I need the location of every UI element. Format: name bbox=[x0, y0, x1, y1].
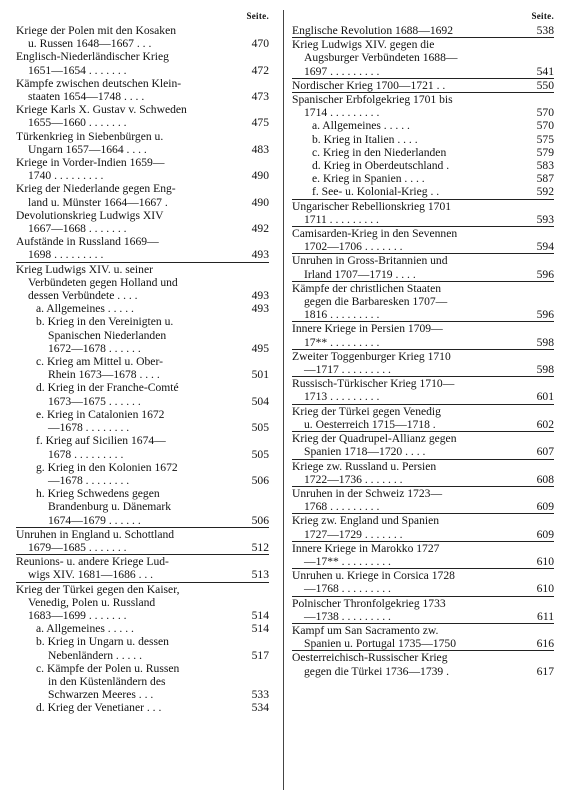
entry-line: 1679—1685 . . . . . . . bbox=[28, 540, 127, 554]
entry-line: Unruhen u. Kriege in Corsica 1728 bbox=[292, 569, 455, 583]
column-divider bbox=[283, 10, 284, 790]
entry-line: gegen die Türkei 1736—1739 . bbox=[304, 664, 450, 678]
index-entry bbox=[16, 487, 269, 527]
entry-line: Augsburger Verbündeten 1688— bbox=[304, 51, 458, 65]
entry-line: Spanien 1718—1720 . . . . bbox=[304, 445, 426, 459]
index-entry bbox=[292, 37, 554, 78]
entry-line: Kriege zw. Russland u. Persien bbox=[292, 459, 437, 473]
entry-line: Brandenburg u. Dänemark bbox=[48, 500, 172, 514]
entry-line: d. Krieg in Oberdeutschland . bbox=[312, 159, 450, 173]
index-entry bbox=[16, 622, 269, 635]
entry-line: Schwarzen Meeres . . . bbox=[48, 688, 154, 702]
entry-line: Krieg der Niederlande gegen Eng- bbox=[16, 182, 176, 196]
index-entry bbox=[292, 133, 554, 146]
index-entry bbox=[292, 459, 554, 486]
entry-line: u. Oesterreich 1715—1718 . bbox=[304, 417, 436, 431]
entry-page-number: 517 bbox=[251, 648, 269, 662]
entry-page-number: 598 bbox=[536, 363, 554, 377]
index-entry bbox=[16, 235, 269, 261]
entry-line: c. Kämpfe der Polen u. Russen bbox=[36, 661, 180, 675]
index-entry bbox=[292, 281, 554, 322]
entry-page-number: 470 bbox=[251, 37, 269, 51]
entry-line: e. Krieg in Spanien . . . . bbox=[312, 172, 425, 186]
entry-line: Türkenkrieg in Siebenbürgen u. bbox=[16, 129, 164, 143]
entry-page-number: 593 bbox=[536, 212, 554, 226]
entry-page-number: 493 bbox=[251, 302, 269, 316]
entry-line: gegen die Barbaresken 1707— bbox=[304, 295, 448, 309]
index-entry bbox=[292, 159, 554, 172]
entry-page-number: 596 bbox=[536, 308, 554, 322]
index-entry bbox=[292, 623, 554, 650]
entry-page-number: 493 bbox=[251, 289, 269, 303]
entry-line: 1714 . . . . . . . . . bbox=[304, 106, 380, 120]
entry-line: 1651—1654 . . . . . . . bbox=[28, 63, 127, 77]
entry-page-number: 609 bbox=[536, 500, 554, 514]
index-entry bbox=[16, 130, 269, 156]
entry-page-number: 473 bbox=[251, 90, 269, 104]
entry-line: Kriege in Vorder-Indien 1659— bbox=[16, 156, 165, 170]
entry-line: e. Krieg in Catalonien 1672 bbox=[36, 407, 165, 421]
entry-line: 1702—1706 . . . . . . . bbox=[304, 240, 403, 254]
entry-line: d. Krieg in der Franche-Comté bbox=[36, 381, 179, 395]
entry-line: 1697 . . . . . . . . . bbox=[304, 64, 380, 78]
entry-page-number: 601 bbox=[536, 390, 554, 404]
entry-page-number: 617 bbox=[536, 664, 554, 678]
entry-line: Kampf um San Sacramento zw. bbox=[292, 623, 439, 637]
entry-line: 1673—1675 . . . . . . bbox=[48, 394, 141, 408]
entry-line: Reunions- u. andere Kriege Lud- bbox=[16, 555, 169, 569]
index-entry bbox=[16, 103, 269, 129]
index-entry bbox=[16, 77, 269, 103]
entry-line: Kämpfe zwischen deutschen Klein- bbox=[16, 76, 182, 90]
entry-line: f. Krieg auf Sicilien 1674— bbox=[36, 434, 166, 448]
entry-page-number: 512 bbox=[251, 540, 269, 554]
entry-line: 1711 . . . . . . . . . bbox=[304, 212, 379, 226]
seite-header-right: Seite. bbox=[531, 11, 554, 21]
entry-line: Unruhen in England u. Schottland bbox=[16, 527, 175, 541]
entry-line: 1816 . . . . . . . . . bbox=[304, 308, 380, 322]
entry-page-number: 505 bbox=[251, 421, 269, 435]
index-entry bbox=[16, 662, 269, 702]
entry-page-number: 602 bbox=[536, 417, 554, 431]
index-entry bbox=[292, 172, 554, 185]
entry-line: Krieg der Türkei gegen den Kaiser, bbox=[16, 582, 180, 596]
entry-line: —1678 . . . . . . . . bbox=[48, 473, 130, 487]
entry-line: Nordischer Krieg 1700—1721 . . bbox=[292, 78, 446, 92]
entry-line: Irland 1707—1719 . . . . bbox=[304, 267, 416, 281]
index-entry bbox=[16, 408, 269, 434]
entry-line: h. Krieg Schwedens gegen bbox=[36, 487, 160, 501]
entry-page-number: 611 bbox=[537, 609, 554, 623]
entry-line: Aufstände in Russland 1669— bbox=[16, 235, 159, 249]
entry-line: Kriege Karls X. Gustav v. Schweden bbox=[16, 103, 187, 117]
entry-line: —1738 . . . . . . . . . bbox=[304, 609, 391, 623]
entry-line: land u. Münster 1664—1667 . bbox=[28, 195, 168, 209]
entry-page-number: 541 bbox=[536, 64, 554, 78]
index-entry bbox=[16, 582, 269, 623]
entry-line: u. Russen 1648—1667 . . . bbox=[28, 37, 152, 51]
entry-line: —1717 . . . . . . . . . bbox=[304, 363, 391, 377]
index-entry bbox=[16, 24, 269, 50]
entry-line: wigs XIV. 1681—1686 . . . bbox=[28, 568, 154, 582]
entry-line: 1740 . . . . . . . . . bbox=[28, 169, 104, 183]
entry-page-number: 490 bbox=[251, 195, 269, 209]
index-entry bbox=[292, 596, 554, 623]
index-entry bbox=[292, 486, 554, 513]
index-entry bbox=[292, 650, 554, 677]
entry-line: Nebenländern . . . . . bbox=[48, 648, 143, 662]
entry-line: 1713 . . . . . . . . . bbox=[304, 390, 380, 404]
entry-page-number: 610 bbox=[536, 554, 554, 568]
entry-page-number: 475 bbox=[251, 116, 269, 130]
entry-line: Kämpfe der christlichen Staaten bbox=[292, 281, 442, 295]
entry-line: b. Krieg in den Vereinigten u. bbox=[36, 315, 174, 329]
index-entry bbox=[292, 199, 554, 226]
entry-page-number: 534 bbox=[251, 701, 269, 715]
entry-page-number: 533 bbox=[251, 688, 269, 702]
index-entry bbox=[292, 185, 554, 198]
entry-line: 1768 . . . . . . . . . bbox=[304, 500, 380, 514]
index-entry bbox=[16, 527, 269, 554]
entry-page-number: 575 bbox=[536, 132, 554, 146]
entry-page-number: 495 bbox=[251, 341, 269, 355]
entry-page-number: 504 bbox=[251, 394, 269, 408]
entry-line: a. Allgemeines . . . . . bbox=[312, 119, 410, 133]
entry-line: Englische Revolution 1688—1692 bbox=[292, 24, 454, 37]
index-entry bbox=[16, 182, 269, 208]
seite-header-left: Seite. bbox=[246, 11, 269, 21]
entry-line: Unruhen in Gross-Britannien und bbox=[292, 254, 448, 268]
entry-page-number: 587 bbox=[536, 172, 554, 186]
entry-page-number: 492 bbox=[251, 222, 269, 236]
index-entry bbox=[16, 302, 269, 315]
index-entry bbox=[16, 635, 269, 661]
entry-line: Polnischer Thronfolgekrieg 1733 bbox=[292, 596, 446, 610]
index-entry bbox=[16, 355, 269, 381]
entry-line: 1722—1736 . . . . . . . bbox=[304, 472, 403, 486]
index-entry bbox=[16, 461, 269, 487]
index-entry bbox=[292, 541, 554, 568]
index-entry bbox=[16, 701, 269, 714]
index-entry bbox=[292, 253, 554, 280]
entry-line: Englisch-Niederländischer Krieg bbox=[16, 50, 169, 64]
entry-page-number: 513 bbox=[251, 568, 269, 582]
entry-line: Krieg zw. England und Spanien bbox=[292, 514, 440, 528]
entry-line: Camisarden-Krieg in den Sevennen bbox=[292, 227, 458, 241]
left-column bbox=[16, 8, 269, 715]
entry-line: 1698 . . . . . . . . . bbox=[28, 248, 104, 262]
index-entry bbox=[292, 24, 554, 37]
entry-line: Krieg der Türkei gegen Venedig bbox=[292, 404, 441, 418]
entry-page-number: 583 bbox=[536, 159, 554, 173]
entry-line: Venedig, Polen u. Russland bbox=[28, 595, 156, 609]
entry-page-number: 616 bbox=[536, 637, 554, 651]
entry-page-number: 506 bbox=[251, 513, 269, 527]
index-entry bbox=[292, 226, 554, 253]
entry-line: Kriege der Polen mit den Kosaken bbox=[16, 24, 177, 37]
entry-line: 17** . . . . . . . . . bbox=[304, 335, 380, 349]
entry-line: dessen Verbündete . . . . bbox=[28, 289, 138, 303]
entry-line: g. Krieg in den Kolonien 1672 bbox=[36, 460, 178, 474]
entry-line: Verbündeten gegen Holland und bbox=[28, 275, 178, 289]
index-entry bbox=[292, 376, 554, 403]
entry-line: Oesterreichisch-Russischer Krieg bbox=[292, 651, 448, 665]
entry-line: in den Küstenländern des bbox=[48, 674, 166, 688]
entry-page-number: 570 bbox=[536, 106, 554, 120]
left-entry-list bbox=[16, 24, 269, 715]
entry-page-number: 608 bbox=[536, 472, 554, 486]
entry-line: 1678 . . . . . . . . . bbox=[48, 447, 124, 461]
entry-page-number: 506 bbox=[251, 473, 269, 487]
entry-line: 1672—1678 . . . . . . bbox=[48, 341, 141, 355]
entry-line: 1683—1699 . . . . . . . bbox=[28, 608, 127, 622]
entry-line: Spanischer Erbfolgekrieg 1701 bis bbox=[292, 93, 453, 107]
entry-page-number: 610 bbox=[536, 582, 554, 596]
entry-line: —1678 . . . . . . . . bbox=[48, 421, 130, 435]
index-entry bbox=[292, 431, 554, 458]
entry-line: Spanien u. Portugal 1735—1750 bbox=[304, 637, 456, 651]
index-entry bbox=[292, 404, 554, 431]
entry-line: Krieg Ludwigs XIV. u. seiner bbox=[16, 262, 153, 276]
entry-line: 1674—1679 . . . . . . bbox=[48, 513, 141, 527]
index-entry bbox=[292, 513, 554, 540]
entry-line: 1655—1660 . . . . . . . bbox=[28, 116, 127, 130]
entry-line: Innere Kriege in Persien 1709— bbox=[292, 322, 443, 336]
entry-line: d. Krieg der Venetianer . . . bbox=[36, 701, 162, 715]
index-entry bbox=[16, 434, 269, 460]
right-column bbox=[292, 8, 554, 678]
index-entry bbox=[16, 554, 269, 581]
entry-line: b. Krieg in Italien . . . . bbox=[312, 132, 418, 146]
entry-page-number: 579 bbox=[536, 145, 554, 159]
entry-line: Innere Kriege in Marokko 1727 bbox=[292, 541, 440, 555]
index-entry bbox=[292, 568, 554, 595]
index-entry bbox=[292, 146, 554, 159]
index-entry bbox=[292, 78, 554, 92]
index-entry bbox=[16, 315, 269, 355]
entry-line: —1768 . . . . . . . . . bbox=[304, 582, 391, 596]
entry-line: Rhein 1673—1678 . . . . bbox=[48, 368, 160, 382]
entry-page-number: 594 bbox=[536, 240, 554, 254]
index-entry bbox=[292, 92, 554, 119]
entry-page-number: 592 bbox=[536, 185, 554, 199]
entry-page-number: 501 bbox=[251, 368, 269, 382]
entry-line: Unruhen in der Schweiz 1723— bbox=[292, 486, 443, 500]
entry-line: Krieg Ludwigs XIV. gegen die bbox=[292, 38, 435, 52]
entry-page-number: 472 bbox=[251, 63, 269, 77]
entry-line: Spanischen Niederlanden bbox=[48, 328, 167, 342]
entry-page-number: 538 bbox=[536, 24, 554, 37]
entry-page-number: 570 bbox=[536, 119, 554, 133]
entry-line: 1727—1729 . . . . . . . bbox=[304, 527, 403, 541]
entry-line: staaten 1654—1748 . . . . bbox=[28, 90, 145, 104]
index-entry bbox=[292, 321, 554, 348]
index-entry bbox=[16, 262, 269, 303]
entry-page-number: 598 bbox=[536, 335, 554, 349]
entry-page-number: 607 bbox=[536, 445, 554, 459]
index-entry bbox=[292, 349, 554, 376]
index-entry bbox=[16, 209, 269, 235]
entry-line: Devolutionskrieg Ludwigs XIV bbox=[16, 208, 164, 222]
index-entry bbox=[16, 156, 269, 182]
entry-line: c. Krieg am Mittel u. Ober- bbox=[36, 355, 163, 369]
entry-line: c. Krieg in den Niederlanden bbox=[312, 145, 447, 159]
entry-page-number: 596 bbox=[536, 267, 554, 281]
entry-line: —17** . . . . . . . . . bbox=[304, 554, 391, 568]
entry-line: a. Allgemeines . . . . . bbox=[36, 622, 134, 636]
entry-page-number: 514 bbox=[251, 622, 269, 636]
entry-page-number: 493 bbox=[251, 248, 269, 262]
index-entry bbox=[16, 381, 269, 407]
entry-page-number: 490 bbox=[251, 169, 269, 183]
index-entry bbox=[16, 50, 269, 76]
entry-line: f. See- u. Kolonial-Krieg . . bbox=[312, 185, 440, 199]
entry-line: Russisch-Türkischer Krieg 1710— bbox=[292, 377, 455, 391]
entry-page-number: 505 bbox=[251, 447, 269, 461]
entry-page-number: 514 bbox=[251, 608, 269, 622]
entry-line: Zweiter Toggenburger Krieg 1710 bbox=[292, 349, 451, 363]
entry-page-number: 609 bbox=[536, 527, 554, 541]
entry-line: b. Krieg in Ungarn u. dessen bbox=[36, 635, 169, 649]
entry-page-number: 550 bbox=[536, 78, 554, 92]
entry-line: a. Allgemeines . . . . . bbox=[36, 302, 134, 316]
entry-line: 1667—1668 . . . . . . . bbox=[28, 222, 127, 236]
index-entry bbox=[292, 119, 554, 132]
entry-page-number: 483 bbox=[251, 142, 269, 156]
entry-line: Ungarn 1657—1664 . . . . bbox=[28, 142, 147, 156]
entry-line: Krieg der Quadrupel-Allianz gegen bbox=[292, 432, 457, 446]
right-entry-list bbox=[292, 24, 554, 678]
entry-line: Ungarischer Rebellionskrieg 1701 bbox=[292, 199, 452, 213]
